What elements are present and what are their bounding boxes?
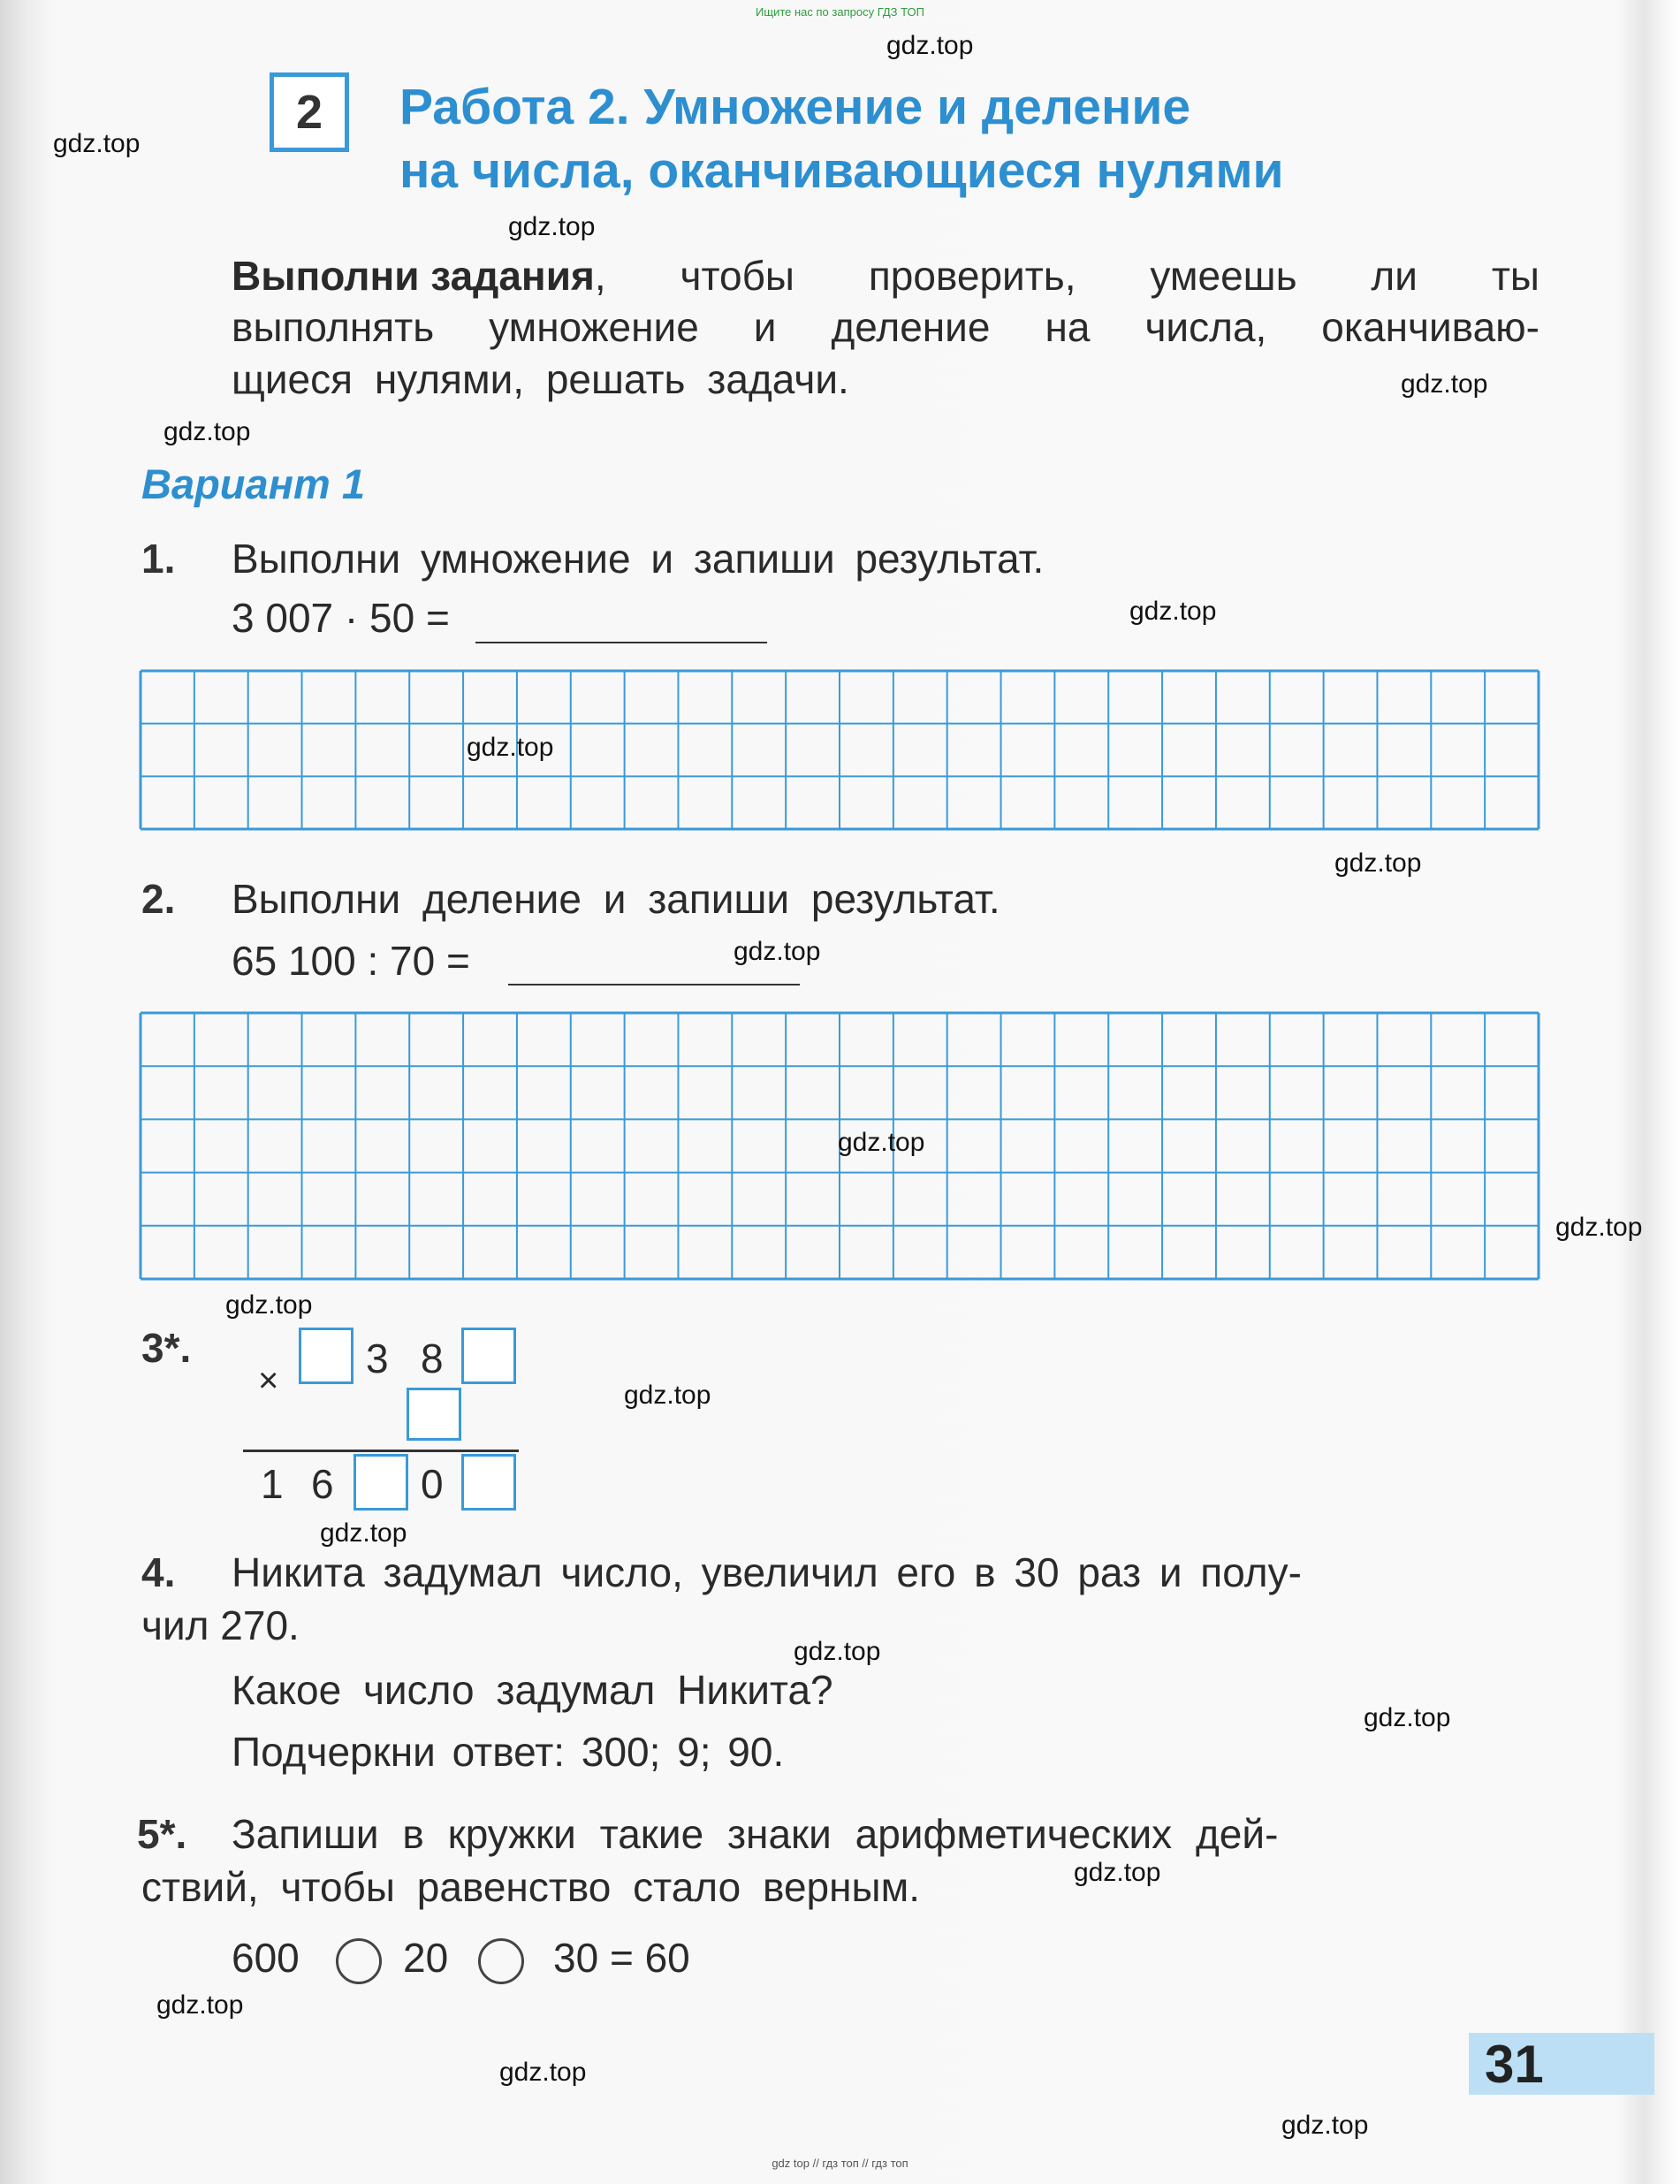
watermark: gdz.top — [508, 212, 596, 241]
watermark: gdz.top — [163, 417, 251, 446]
digit-8: 8 — [421, 1336, 444, 1381]
task-5-line-2: ствий, чтобы равенство стало верным. — [141, 1864, 920, 1910]
intro-comma: , — [594, 253, 606, 299]
watermark: gdz.top — [467, 733, 554, 762]
watermark: gdz.top — [734, 937, 821, 966]
intro-word: чтобы — [680, 253, 794, 299]
watermark: gdz.top — [1555, 1213, 1643, 1242]
watermark: gdz.top — [1334, 848, 1422, 878]
watermark: gdz.top — [624, 1381, 711, 1410]
watermark: gdz.top — [886, 31, 974, 60]
task-1-expression: 3 007 · 50 = — [232, 595, 450, 641]
task-5-line-1: Запиши в кружки такие знаки арифметических дей- — [232, 1811, 1279, 1857]
task-1-number: 1. — [141, 536, 176, 582]
watermark: gdz.top — [156, 1990, 244, 2020]
watermark: gdz.top — [320, 1518, 407, 1548]
intro-word: умеешь — [1150, 253, 1297, 299]
watermark: gdz.top — [53, 129, 141, 158]
task-1-grid[interactable] — [139, 669, 1540, 831]
intro-word: числа, — [1144, 304, 1267, 350]
task-4-answer-options[interactable]: Подчеркни ответ: 300; 9; 90. — [232, 1729, 785, 1775]
task-4-question: Какое число задумал Никита? — [232, 1667, 833, 1713]
missing-digit-box-3[interactable] — [407, 1388, 461, 1441]
digit-6: 6 — [311, 1461, 334, 1507]
missing-digit-box-2[interactable] — [461, 1328, 516, 1384]
equation-tail: 30 = 60 — [553, 1935, 690, 1981]
variant-heading: Вариант 1 — [141, 460, 366, 507]
operator-circle-2[interactable] — [478, 1938, 524, 1984]
intro-word: ты — [1491, 253, 1539, 299]
multiplication-line — [243, 1450, 519, 1452]
task-2-number: 2. — [141, 876, 176, 922]
watermark: gdz.top — [838, 1128, 925, 1157]
task-1-text: Выполни умножение и запиши результат. — [232, 536, 1045, 582]
intro-line-2 — [232, 303, 1539, 351]
page-number: 31 — [1469, 2033, 1654, 2095]
equation-term-20: 20 — [403, 1935, 449, 1981]
task-4-number: 4. — [141, 1549, 176, 1595]
watermark: gdz.top — [1281, 2111, 1369, 2140]
missing-digit-box-5[interactable] — [461, 1454, 516, 1511]
intro-word: оканчиваю- — [1321, 304, 1539, 350]
watermark: gdz.top — [1364, 1703, 1451, 1732]
title-line-1: Работа 2. Умножение и деление — [399, 79, 1191, 135]
intro-line-1 — [232, 252, 1539, 300]
intro-word: выполнять — [232, 304, 435, 350]
task-2-text: Выполни деление и запиши результат. — [232, 876, 1000, 922]
watermark: gdz.top — [225, 1290, 313, 1320]
multiply-sign: × — [258, 1361, 279, 1400]
watermark: gdz.top — [1074, 1858, 1161, 1887]
operator-circle-1[interactable] — [336, 1938, 382, 1984]
task-5-number: 5*. — [137, 1811, 187, 1857]
task-1-answer-line[interactable] — [475, 642, 767, 643]
task-4-line-1: Никита задумал число, увеличил его в 30 раз и полу- — [232, 1549, 1302, 1595]
task-2-answer-line[interactable] — [508, 984, 800, 985]
missing-digit-box-1[interactable] — [299, 1328, 353, 1384]
intro-word: умножение — [489, 304, 699, 350]
task-3-number: 3*. — [141, 1325, 192, 1371]
digit-1: 1 — [261, 1461, 284, 1507]
task-4-line-2: чил 270. — [141, 1602, 300, 1648]
intro-bold: Выполни задания — [232, 253, 595, 299]
title-line-2: на числа, оканчивающиеся нулями — [399, 142, 1284, 199]
task-2-expression: 65 100 : 70 = — [232, 938, 470, 984]
work-number-badge: 2 — [270, 72, 349, 152]
intro-word: и — [753, 304, 777, 350]
watermark: gdz.top — [1401, 369, 1488, 399]
missing-digit-box-4[interactable] — [353, 1454, 408, 1511]
intro-word: ли — [1371, 253, 1418, 299]
footer-links: gdz top // гдз топ // гдз топ — [772, 2157, 908, 2170]
digit-0: 0 — [421, 1461, 444, 1507]
intro-word: деление — [831, 304, 991, 350]
equation-term-600: 600 — [232, 1935, 300, 1981]
watermark: gdz.top — [1129, 597, 1217, 626]
intro-line-3: щиеся нулями, решать задачи. — [232, 356, 849, 402]
watermark: gdz.top — [794, 1637, 881, 1666]
intro-word: на — [1045, 304, 1091, 350]
watermark: gdz.top — [499, 2058, 587, 2087]
digit-3: 3 — [366, 1336, 389, 1381]
search-note: Ищите нас по запросу ГДЗ ТОП — [756, 5, 924, 19]
intro-word: проверить, — [868, 253, 1076, 299]
